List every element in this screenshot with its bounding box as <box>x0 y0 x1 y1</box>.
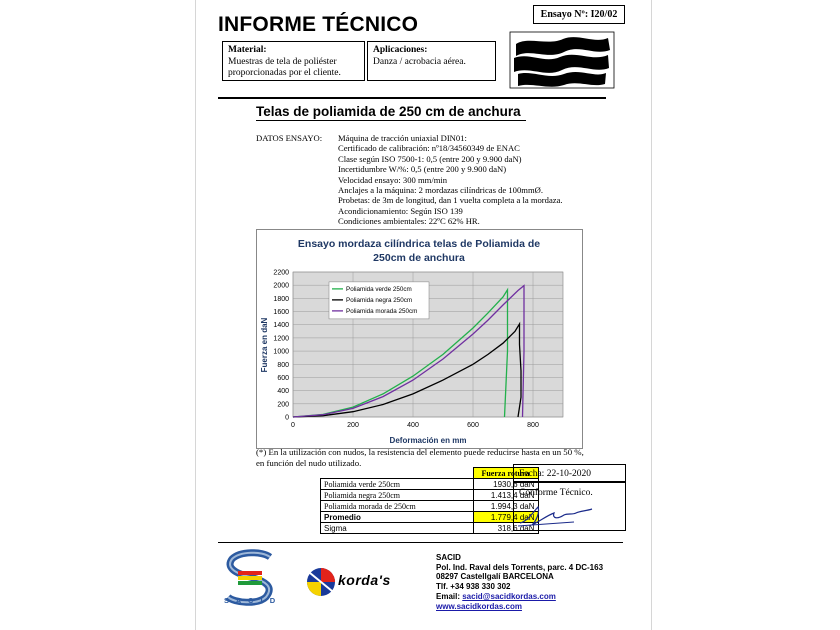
material-label: Material: <box>228 45 267 55</box>
aplicaciones-box <box>367 41 496 81</box>
y-tick-label: 800 <box>277 361 289 369</box>
chart-legend <box>329 282 429 319</box>
email-label: Email: <box>436 591 463 601</box>
result-value: 1930,6 daN <box>473 479 538 490</box>
datos-line: Anclajes a la máquina: 2 mordazas cilíndricas de 100mmØ. <box>338 185 543 196</box>
datos-line: Incertidumbre W/%: 0,5 (entre 200 y 9.900 daN) <box>338 164 507 175</box>
company-info <box>436 553 603 611</box>
result-label: Poliamida morada de 250cm <box>321 501 474 512</box>
y-tick-label: 2200 <box>273 269 289 277</box>
datos-ensayo-label: DATOS ENSAYO: <box>256 133 323 143</box>
chart-title-line2: 250cm de anchura <box>373 252 465 264</box>
ensayo-number-box <box>533 5 625 24</box>
website-link[interactable]: www.sacidkordas.com <box>436 601 522 611</box>
company-name: SACID <box>436 553 461 562</box>
sigma-label: Sigma <box>321 523 474 534</box>
y-tick-label: 400 <box>277 388 289 396</box>
table-row <box>321 468 539 479</box>
conforme-label: Conforme Técnico. <box>519 488 593 498</box>
y-tick-label: 1000 <box>273 348 289 356</box>
datos-line: Velocidad ensayo: 300 mm/min <box>338 174 448 185</box>
results-table <box>320 467 539 534</box>
datos-line: Máquina de tracción uniaxial DIN01: <box>338 133 467 143</box>
table-row <box>321 512 539 523</box>
chart-frame <box>256 229 583 449</box>
y-axis-label: Fuerza en daN <box>260 317 269 373</box>
email-link[interactable]: sacid@sacidkordas.com <box>462 591 556 601</box>
x-tick-label: 600 <box>467 422 479 429</box>
result-label: Poliamida negra 250cm <box>321 490 474 501</box>
datos-line: Acondicionamiento: Según ISO 139 <box>338 205 463 216</box>
y-tick-label: 1400 <box>273 322 289 330</box>
datos-ensayo-list <box>338 133 563 227</box>
promedio-value: 1.779,4 daN <box>473 512 538 523</box>
table-row <box>321 523 539 534</box>
x-tick-label: 0 <box>291 422 295 429</box>
y-tick-label: 1800 <box>273 295 289 303</box>
header-divider <box>218 97 606 99</box>
fecha-box: Fecha: 22-10-2020 <box>513 464 626 482</box>
kordas-logo-icon <box>304 565 338 599</box>
y-tick-label: 1600 <box>273 309 289 317</box>
material-text: Muestras de tela de poliéster proporcionadas por el cliente. <box>228 56 341 78</box>
x-tick-label: 400 <box>407 422 419 429</box>
table-row <box>321 490 539 501</box>
y-tick-label: 600 <box>277 374 289 382</box>
aplicaciones-text: Danza / acrobacia aérea. <box>373 56 466 67</box>
sacid-logo-text: S A C I D <box>224 596 278 605</box>
y-tick-label: 0 <box>285 414 289 422</box>
ensayo-value: I20/02 <box>590 9 618 20</box>
y-tick-label: 200 <box>277 401 289 409</box>
table-row <box>321 479 539 490</box>
company-email-row <box>436 592 603 602</box>
table-row <box>321 501 539 512</box>
x-tick-label: 200 <box>347 422 359 429</box>
chart-title-line1: Ensayo mordaza cilíndrica telas de Poliamida de <box>297 238 541 250</box>
fuerza-rotura-header: Fuerza rotura <box>473 468 538 479</box>
report-title: INFORME TÉCNICO <box>218 13 419 36</box>
legend-entry: Poliamida morada 250cm <box>346 308 418 316</box>
datos-line: Probetas: de 3m de longitud, dan 1 vuelta completa a la mordaza. <box>338 195 563 206</box>
table-cell-empty <box>321 468 474 479</box>
datos-line: Certificado de calibración: nº18/34560349 de ENAC <box>338 143 520 154</box>
datos-line: Clase según ISO 7500-1: 0,5 (entre 200 y 9.900 daN) <box>338 153 522 164</box>
aplicaciones-label: Aplicaciones: <box>373 45 428 55</box>
sigma-value: 318,6 daN <box>473 523 538 534</box>
nudos-note: (*) En la utilización con nudos, la resistencia del elemento puede reducirse hasta en un 50 %, en función del nudo utilizado. <box>256 447 584 468</box>
signature-icon <box>514 501 614 529</box>
ensayo-label: Ensayo Nº: <box>540 9 589 20</box>
legend-entry: Poliamida negra 250cm <box>346 297 413 305</box>
subtitle-underline <box>256 120 526 121</box>
footer-divider <box>218 542 623 543</box>
company-address-2: 08297 Castellgalí BARCELONA <box>436 572 554 582</box>
result-value: 1.994,3 daN <box>473 501 538 512</box>
conforme-box <box>513 482 626 531</box>
y-tick-label: 2000 <box>273 282 289 290</box>
material-box <box>222 41 365 81</box>
kordas-logo-text: korda's <box>338 572 391 588</box>
result-label: Poliamida verde 250cm <box>321 479 474 490</box>
redacted-stamp <box>508 30 616 90</box>
section-subtitle: Telas de poliamida de 250 cm de anchura <box>256 104 521 119</box>
x-tick-label: 800 <box>527 422 539 429</box>
datos-line: Condiciones ambientales: 22ºC 62% HR. <box>338 216 480 227</box>
result-value: 1.413,4 daN <box>473 490 538 501</box>
promedio-label: Promedio <box>321 512 474 523</box>
force-deformation-chart <box>257 230 582 448</box>
x-axis-label: Deformación en mm <box>389 436 467 445</box>
company-phone: Tlf. +34 938 330 302 <box>436 582 511 592</box>
y-tick-label: 1200 <box>273 335 289 343</box>
company-address-1: Pol. Ind. Raval dels Torrents, parc. 4 DC-163 <box>436 562 604 572</box>
legend-entry: Poliamida verde 250cm <box>346 286 412 294</box>
